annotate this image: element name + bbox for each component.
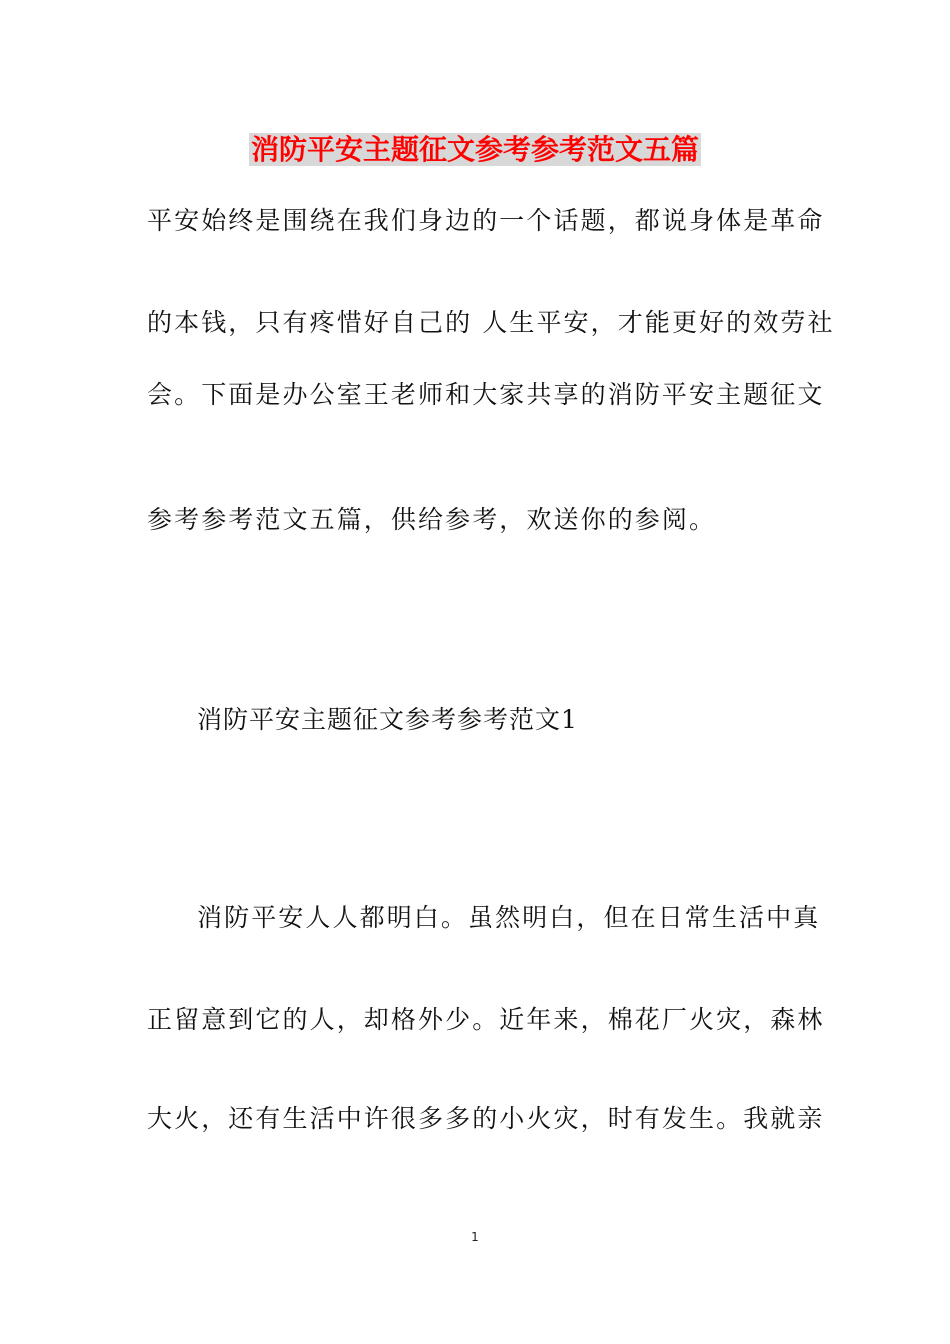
intro-line-3: 会。下面是办公室王老师和大家共享的消防平安主题征文 xyxy=(147,380,825,409)
section-heading: 消防平安主题征文参考参考范文1 xyxy=(197,705,578,734)
intro-line-4: 参考参考范文五篇，供给参考，欢送你的参阅。 xyxy=(147,505,717,534)
body-line-3: 大火，还有生活中许很多多的小火灾，时有发生。我就亲 xyxy=(147,1104,825,1133)
document-title xyxy=(0,130,950,170)
intro-line-1: 平安始终是围绕在我们身边的一个话题，都说身体是革命 xyxy=(147,206,825,235)
body-line-2: 正留意到它的人，却格外少。近年来，棉花厂火灾，森林 xyxy=(147,1005,825,1034)
intro-line-2: 的本钱，只有疼惜好自己的 人生平安，才能更好的效劳社 xyxy=(147,308,835,337)
document-title-text: 消防平安主题征文参考参考范文五篇 xyxy=(250,133,699,166)
page-number: 1 xyxy=(471,1230,479,1244)
body-line-1: 消防平安人人都明白。虽然明白，但在日常生活中真 xyxy=(197,903,821,932)
